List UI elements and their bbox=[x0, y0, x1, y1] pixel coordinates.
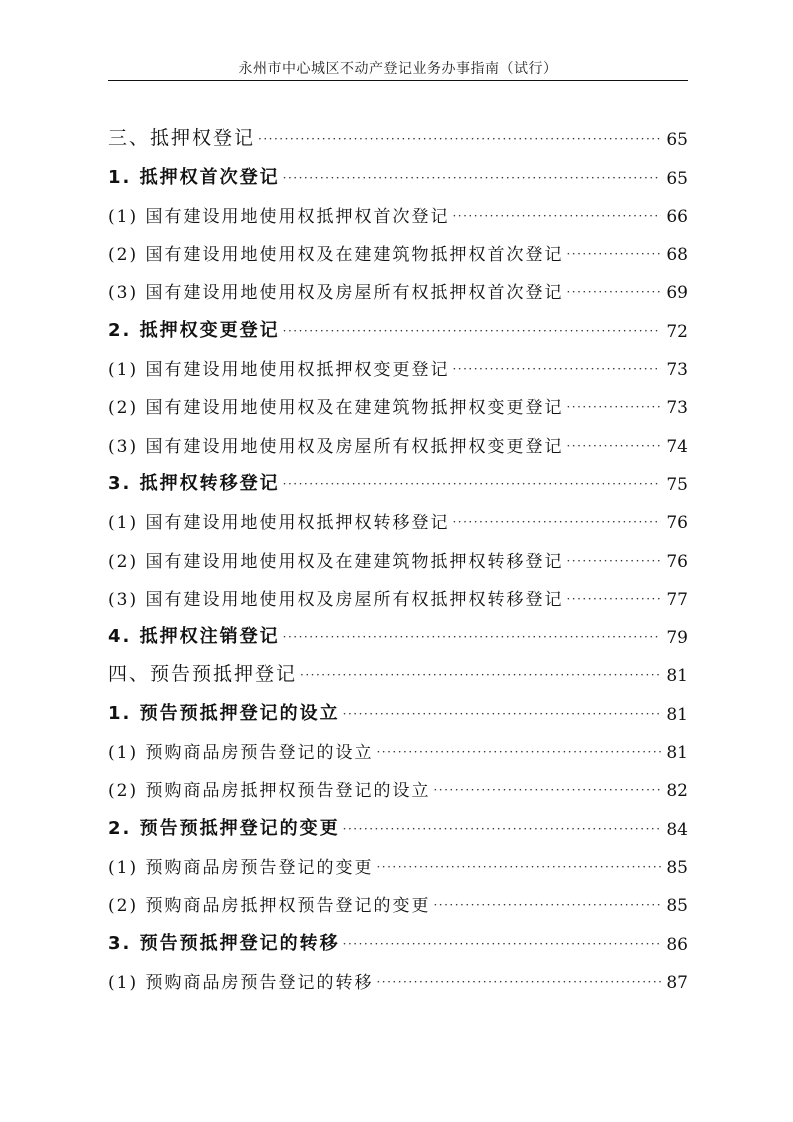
toc-leader-dots bbox=[566, 285, 661, 299]
toc-entry[interactable] bbox=[108, 189, 688, 227]
toc-page-number: 84 bbox=[666, 819, 688, 840]
toc-entry[interactable] bbox=[108, 878, 688, 916]
toc-leader-dots bbox=[376, 745, 661, 759]
toc-entry[interactable] bbox=[108, 418, 688, 456]
toc-leader-dots bbox=[566, 554, 661, 568]
toc-entry[interactable] bbox=[108, 457, 688, 495]
toc-entry[interactable] bbox=[108, 533, 688, 571]
toc-page-number: 75 bbox=[666, 474, 688, 495]
toc-page-number: 69 bbox=[666, 283, 688, 304]
toc-entry[interactable] bbox=[108, 342, 688, 380]
toc-page-number: 81 bbox=[666, 704, 688, 725]
toc-page-number: 77 bbox=[666, 589, 688, 610]
toc-entry[interactable] bbox=[108, 763, 688, 801]
toc-entry-title: 1. 预告预抵押登记的设立 bbox=[108, 702, 340, 724]
toc-leader-dots bbox=[343, 937, 661, 951]
toc-entry-title: 3. 抵押权转移登记 bbox=[108, 472, 280, 494]
toc-entry-title: 1. 抵押权首次登记 bbox=[108, 166, 280, 188]
toc-entry-title: (1) 预购商品房预告登记的转移 bbox=[108, 972, 374, 993]
toc-leader-dots bbox=[433, 783, 661, 797]
toc-entry[interactable] bbox=[108, 150, 688, 188]
toc-page-number: 76 bbox=[666, 513, 688, 534]
toc-entry-title: (2) 国有建设用地使用权及在建建筑物抵押权变更登记 bbox=[108, 398, 564, 419]
toc-leader-dots bbox=[566, 439, 661, 453]
toc-page-number: 85 bbox=[666, 857, 688, 878]
toc-leader-dots bbox=[376, 860, 661, 874]
toc-leader-dots bbox=[283, 171, 661, 185]
toc-entry-title: 3. 预告预抵押登记的转移 bbox=[108, 932, 340, 954]
toc-entry[interactable] bbox=[108, 610, 688, 648]
toc-leader-dots bbox=[452, 515, 661, 529]
toc-entry[interactable] bbox=[108, 380, 688, 418]
toc-page-number: 87 bbox=[666, 972, 688, 993]
header-divider bbox=[108, 80, 688, 81]
toc-page-number: 66 bbox=[666, 206, 688, 227]
toc-page-number: 76 bbox=[666, 551, 688, 572]
toc-entry-title: (1) 国有建设用地使用权抵押权转移登记 bbox=[108, 513, 450, 534]
toc-entry[interactable] bbox=[108, 265, 688, 303]
toc-entry[interactable] bbox=[108, 303, 688, 341]
toc-leader-dots bbox=[452, 209, 661, 223]
toc-entry-title: (1) 国有建设用地使用权抵押权变更登记 bbox=[108, 360, 450, 381]
toc-entry-title: (2) 国有建设用地使用权及在建建筑物抵押权转移登记 bbox=[108, 551, 564, 572]
toc-entry[interactable] bbox=[108, 648, 688, 686]
toc-entry-title: (1) 预购商品房预告登记的设立 bbox=[108, 743, 374, 764]
toc-entry-title: 2. 预告预抵押登记的变更 bbox=[108, 817, 340, 839]
toc-leader-dots bbox=[283, 324, 661, 338]
toc-leader-dots bbox=[452, 362, 661, 376]
toc-page-number: 81 bbox=[666, 743, 688, 764]
toc-leader-dots bbox=[376, 975, 661, 989]
toc-entry[interactable] bbox=[108, 955, 688, 993]
toc-entry-title: (3) 国有建设用地使用权及房屋所有权抵押权变更登记 bbox=[108, 436, 564, 457]
toc-page-number: 82 bbox=[666, 781, 688, 802]
toc-page-number: 73 bbox=[666, 398, 688, 419]
toc-page-number: 65 bbox=[666, 168, 688, 189]
toc-page-number: 65 bbox=[666, 130, 688, 151]
toc-entry[interactable] bbox=[108, 572, 688, 610]
toc-entry[interactable] bbox=[108, 725, 688, 763]
toc-entry-title: (2) 国有建设用地使用权及在建建筑物抵押权首次登记 bbox=[108, 245, 564, 266]
table-of-contents bbox=[108, 112, 688, 993]
toc-leader-dots bbox=[343, 707, 661, 721]
toc-entry-title: 4. 抵押权注销登记 bbox=[108, 626, 280, 648]
toc-leader-dots bbox=[283, 630, 661, 644]
toc-entry-title: (1) 预购商品房预告登记的变更 bbox=[108, 857, 374, 878]
toc-entry[interactable] bbox=[108, 916, 688, 954]
toc-page-number: 79 bbox=[666, 628, 688, 649]
toc-leader-dots bbox=[343, 822, 661, 836]
toc-entry-title: (1) 国有建设用地使用权抵押权首次登记 bbox=[108, 206, 450, 227]
toc-entry-title: 2. 抵押权变更登记 bbox=[108, 319, 280, 341]
toc-entry[interactable] bbox=[108, 686, 688, 724]
toc-entry[interactable] bbox=[108, 495, 688, 533]
toc-entry[interactable] bbox=[108, 801, 688, 839]
page-header: 永州市中心城区不动产登记业务办事指南（试行） bbox=[238, 61, 558, 77]
toc-page-number: 81 bbox=[666, 666, 688, 687]
toc-leader-dots bbox=[258, 132, 661, 146]
toc-page-number: 72 bbox=[666, 321, 688, 342]
toc-entry-title: (3) 国有建设用地使用权及房屋所有权抵押权转移登记 bbox=[108, 589, 564, 610]
toc-page-number: 74 bbox=[666, 436, 688, 457]
toc-page-number: 86 bbox=[666, 934, 688, 955]
toc-entry[interactable] bbox=[108, 227, 688, 265]
toc-leader-dots bbox=[433, 898, 661, 912]
toc-entry-title: (3) 国有建设用地使用权及房屋所有权抵押权首次登记 bbox=[108, 283, 564, 304]
toc-page-number: 73 bbox=[666, 360, 688, 381]
toc-leader-dots bbox=[566, 592, 661, 606]
toc-page-number: 68 bbox=[666, 245, 688, 266]
toc-leader-dots bbox=[566, 247, 661, 261]
toc-leader-dots bbox=[283, 477, 661, 491]
toc-entry-title: 三、抵押权登记 bbox=[108, 127, 256, 150]
toc-entry-title: (2) 预购商品房抵押权预告登记的设立 bbox=[108, 781, 431, 802]
toc-entry-title: 四、预告预抵押登记 bbox=[108, 663, 298, 686]
toc-page-number: 85 bbox=[666, 896, 688, 917]
toc-entry[interactable] bbox=[108, 840, 688, 878]
toc-entry-title: (2) 预购商品房抵押权预告登记的变更 bbox=[108, 896, 431, 917]
toc-entry[interactable] bbox=[108, 112, 688, 150]
toc-leader-dots bbox=[566, 400, 661, 414]
toc-leader-dots bbox=[300, 668, 661, 682]
